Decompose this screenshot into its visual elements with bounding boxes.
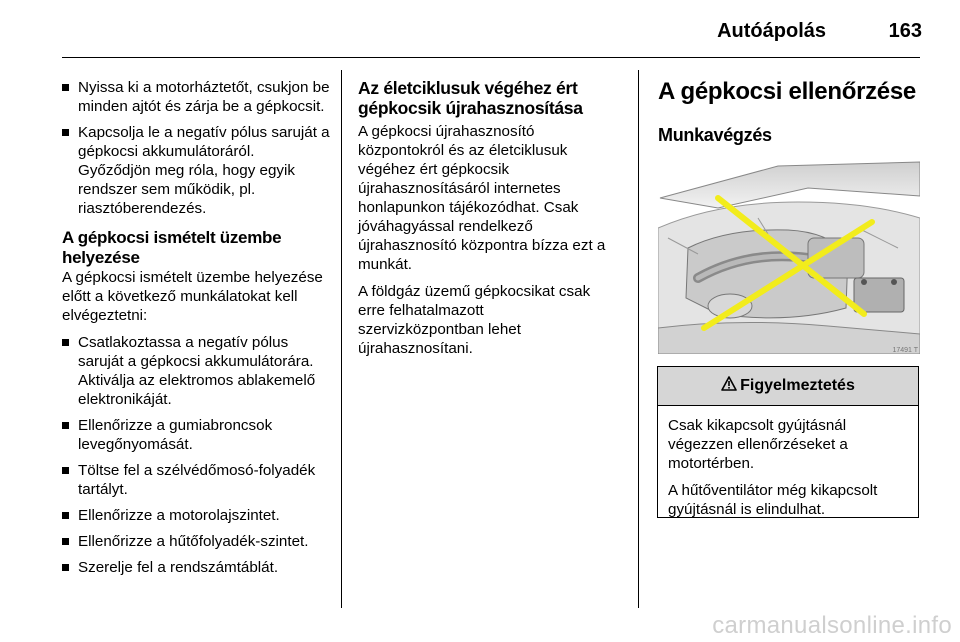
list-item: Ellenőrizze a hűtőfolyadék-szintet. xyxy=(62,532,330,551)
warning-title: Figyelmeztetés xyxy=(740,377,855,394)
header-divider xyxy=(62,57,920,58)
list-item: Szerelje fel a rendszámtáblát. xyxy=(62,558,330,577)
chapter-title: Autóápolás xyxy=(717,20,826,42)
section-intro-text: A gépkocsi ismételt üzembe helyezése előtt a következő munkálatokat kell elvégeztetni: xyxy=(62,269,323,324)
engine-bay-illustration xyxy=(658,158,920,354)
warning-box xyxy=(657,366,919,518)
column-right xyxy=(658,78,922,146)
column-divider-right xyxy=(638,70,639,608)
page-header xyxy=(62,18,922,46)
paragraph: Csak kikapcsolt gyújtásnál végezzen ellenőrzéseket a motortérben. xyxy=(668,417,848,472)
list-item: Ellenőrizze a motorolajszintet. xyxy=(62,506,330,525)
figure-code: 17491 T xyxy=(892,347,918,354)
subsection-heading-work: Munkavégzés xyxy=(658,125,772,145)
intro-bullet-list xyxy=(62,78,330,218)
recommission-step-list xyxy=(62,333,330,577)
paragraph: A hűtőventilátor még kikapcsolt gyújtásnál is elindulhat. xyxy=(668,482,878,518)
list-item: Csatlakoztassa a negatív pólus saruját a gépkocsi akkumulátorára. Aktiválja az elektromos ablakemelő elektronikáját. xyxy=(62,333,330,409)
section-heading-vehicle-check: A gépkocsi ellenőrzése xyxy=(658,78,916,105)
warning-header xyxy=(658,367,918,406)
list-item: Töltse fel a szélvédőmosó-folyadék tartályt. xyxy=(62,461,330,499)
engine-bay-icon xyxy=(658,158,920,354)
watermark: carmanualsonline.info xyxy=(712,612,952,639)
column-divider-left xyxy=(341,70,342,608)
column-middle xyxy=(358,78,612,366)
paragraph: A gépkocsi újrahasznosító központokról és az életciklusuk végéhez ért gépkocsik újrahasznosításáról internetes honlapunkon tájékozódhat. Csak jóváhagyással rendelkező újrahasznosító központra bízza ezt a munkát. xyxy=(358,123,606,273)
section-heading-recycling: Az életciklusuk végéhez ért gépkocsik újrahasznosítása xyxy=(358,78,583,118)
warning-body xyxy=(658,406,918,519)
page-number: 163 xyxy=(888,20,922,42)
paragraph: A földgáz üzemű gépkocsikat csak erre felhatalmazott szervizközpontban lehet újrahasznosítani. xyxy=(358,283,591,357)
list-item: Kapcsolja le a negatív pólus saruját a gépkocsi akkumulátoráról. Győződjön meg róla, hogy egyik rendszer sem működik, pl. riasztóberendezés. xyxy=(62,123,330,218)
warning-triangle-icon xyxy=(721,376,737,396)
list-item: Ellenőrizze a gumiabroncsok levegőnyomását. xyxy=(62,416,330,454)
column-left xyxy=(62,78,330,584)
list-item: Nyissa ki a motorháztetőt, csukjon be minden ajtót és zárja be a gépkocsit. xyxy=(62,78,330,116)
section-heading-recommission: A gépkocsi ismételt üzembe helyezése xyxy=(62,228,282,267)
